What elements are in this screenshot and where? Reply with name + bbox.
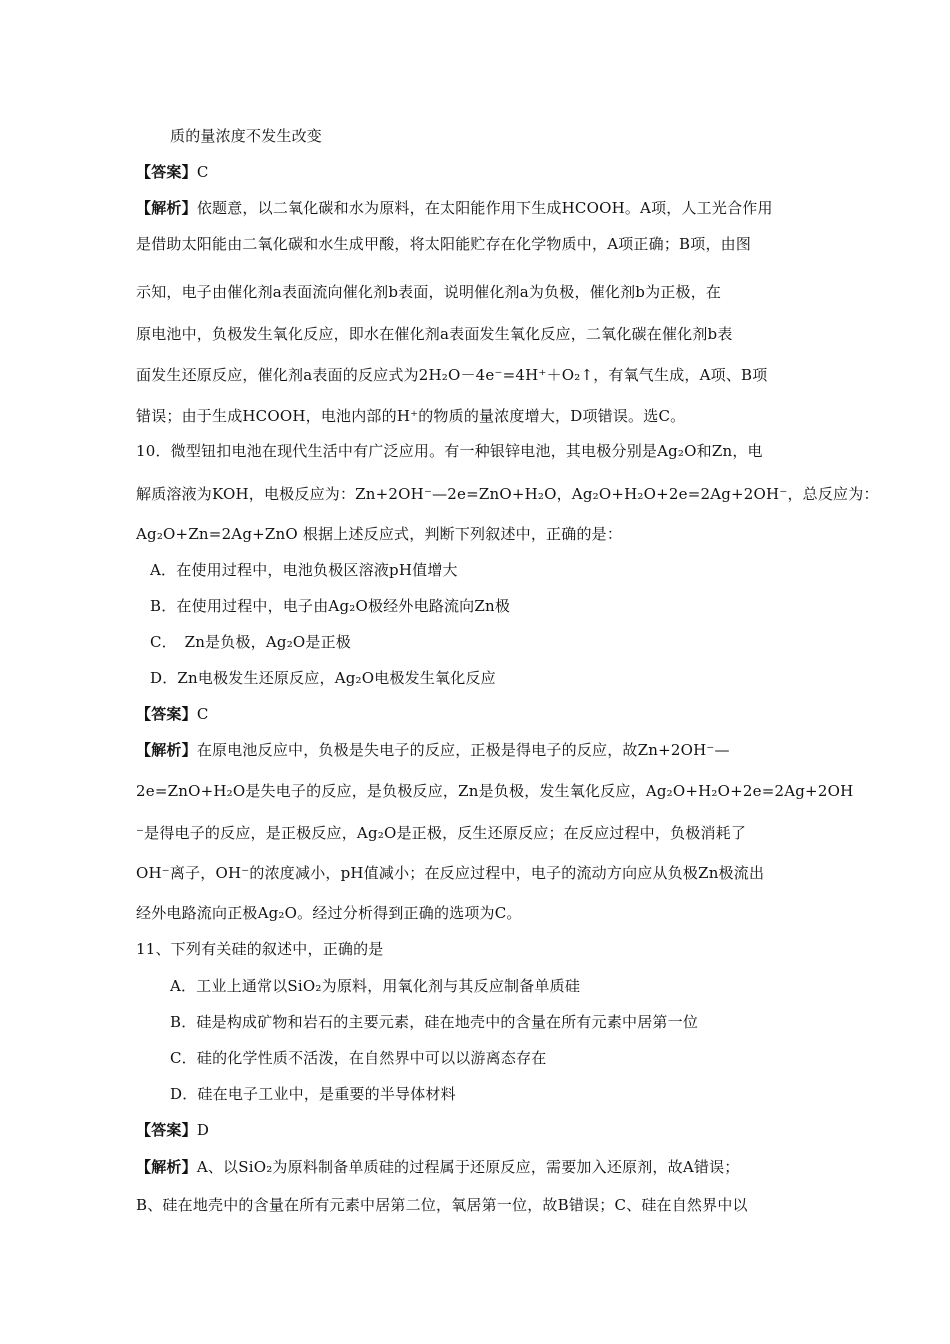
- q11-option-a: A．工业上通常以SiO₂为原料，用氧化剂与其反应制备单质硅: [170, 977, 581, 995]
- q10-analysis-line-4: OH⁻离子，OH⁻的浓度减小，pH值减小；在反应过程中，电子的流动方向应从负极Zn极流出: [136, 864, 765, 882]
- q9-analysis-line-6: 错误；由于生成HCOOH，电池内部的H⁺的物质的量浓度增大，D项错误。选C。: [136, 407, 686, 425]
- q9-analysis-line-5: 面发生还原反应，催化剂a表面的反应式为2H₂O－4e⁻=4H⁺＋O₂↑，有氧气生成，A项、B项: [136, 366, 768, 384]
- q10-option-a: A．在使用过程中，电池负极区溶液pH值增大: [150, 561, 458, 579]
- q10-stem-line-1: 10．微型钮扣电池在现代生活中有广泛应用。有一种银锌电池，其电极分别是Ag₂O和Zn，电: [136, 442, 763, 460]
- q11-option-c: C．硅的化学性质不活泼，在自然界中可以以游离态存在: [170, 1049, 547, 1067]
- analysis-label: 【解析】: [136, 199, 197, 217]
- q11-analysis-line-1: 【解析】A、以SiO₂为原料制备单质硅的过程属于还原反应，需要加入还原剂，故A错误；: [136, 1158, 740, 1176]
- answer-value: C: [196, 705, 209, 723]
- q9-tail-text: 质的量浓度不发生改变: [170, 127, 323, 145]
- q9-answer: [136, 162, 209, 182]
- q10-stem-line-3: Ag₂O+Zn=2Ag+ZnO 根据上述反应式，判断下列叙述中，正确的是：: [136, 525, 623, 543]
- q9-analysis-line-2: 是借助太阳能由二氧化碳和水生成甲酸，将太阳能贮存在化学物质中，A项正确；B项，由图: [136, 235, 752, 253]
- q9-analysis-line-4: 原电池中，负极发生氧化反应，即水在催化剂a表面发生氧化反应，二氧化碳在催化剂b表: [136, 325, 733, 343]
- q10-analysis-line-1: 【解析】在原电池反应中，负极是失电子的反应，正极是得电子的反应，故Zn+2OH⁻—: [136, 741, 730, 759]
- q10-analysis-line-2: 2e=ZnO+H₂O是失电子的反应，是负极反应，Zn是负极，发生氧化反应，Ag₂O+H₂O+2e=2Ag+2OH: [136, 782, 854, 800]
- q11-analysis-line-2: B、硅在地壳中的含量在所有元素中居第二位，氧居第一位，故B错误；C、硅在自然界中以: [136, 1196, 748, 1214]
- answer-label: 【答案】: [136, 1121, 197, 1139]
- q10-option-d: D．Zn电极发生还原反应，Ag₂O电极发生氧化反应: [150, 669, 496, 687]
- q10-stem-line-2: 解质溶液为KOH，电极反应为：Zn+2OH⁻—2e=ZnO+H₂O，Ag₂O+H₂O+2e=2Ag+2OH⁻，总反应为：: [136, 485, 879, 503]
- q11-stem: 11、下列有关硅的叙述中，正确的是: [136, 940, 384, 958]
- answer-value: C: [196, 163, 209, 181]
- q11-option-d: D．硅在电子工业中，是重要的半导体材料: [170, 1085, 456, 1103]
- q9-analysis-line-1: 【解析】依题意，以二氧化碳和水为原料，在太阳能作用下生成HCOOH。A项，人工光合作用: [136, 199, 773, 217]
- q11-option-b: B．硅是构成矿物和岩石的主要元素，硅在地壳中的含量在所有元素中居第一位: [170, 1013, 699, 1031]
- q10-answer: [136, 704, 209, 724]
- analysis-label: 【解析】: [136, 1158, 197, 1176]
- q9-analysis-line-3: 示知，电子由催化剂a表面流向催化剂b表面，说明催化剂a为负极，催化剂b为正极，在: [136, 283, 722, 301]
- q10-analysis-line-3: ⁻是得电子的反应，是正极反应，Ag₂O是正极，反生还原反应；在反应过程中，负极消耗了: [136, 824, 747, 842]
- analysis-label: 【解析】: [136, 741, 197, 759]
- answer-label: 【答案】: [136, 705, 197, 723]
- q11-answer: [136, 1120, 209, 1140]
- q10-option-b: B．在使用过程中，电子由Ag₂O极经外电路流向Zn极: [150, 597, 511, 615]
- q10-option-c: C． Zn是负极，Ag₂O是正极: [150, 633, 352, 651]
- q10-analysis-line-5: 经外电路流向正极Ag₂O。经过分析得到正确的选项为C。: [136, 904, 522, 922]
- answer-value: D: [196, 1121, 210, 1139]
- answer-label: 【答案】: [136, 163, 197, 181]
